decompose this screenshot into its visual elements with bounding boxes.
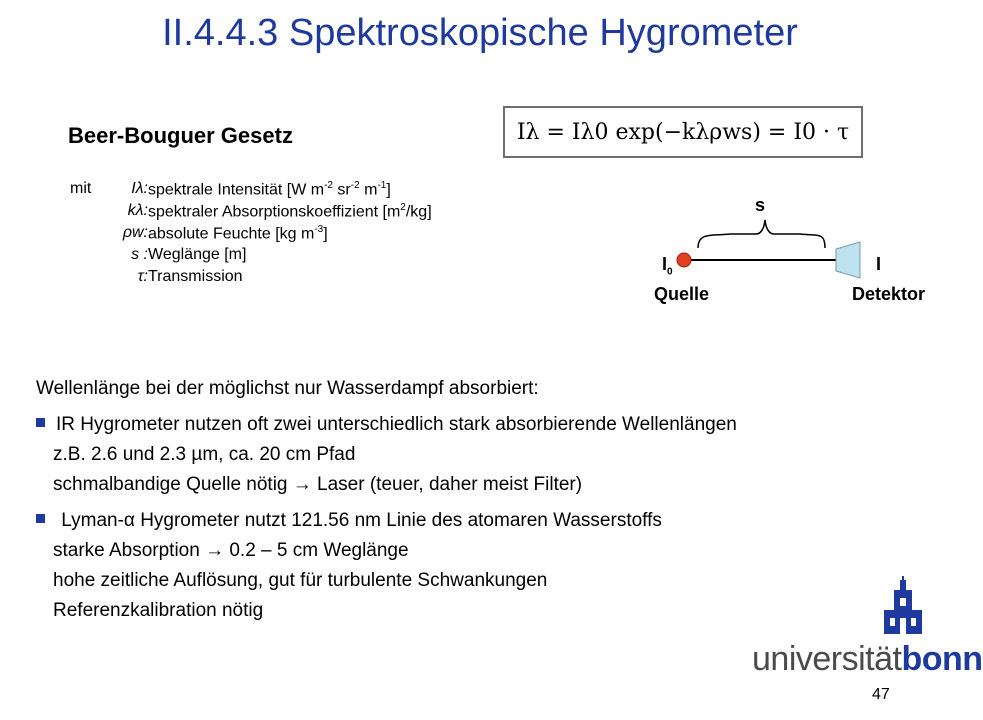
path-diagram: [660, 190, 940, 290]
definition-symbol: s :: [131, 246, 148, 263]
bullet-line: IR Hygrometer nutzen oft zwei unterschiedlich stark absorbierende Wellenlängen: [56, 414, 737, 435]
definition-symbol: τ:: [137, 268, 148, 285]
detector-label: Detektor: [852, 284, 926, 304]
detector-symbol: I: [876, 254, 882, 274]
definition-text: absolute Feuchte [kg $m^{-3}$]: [148, 224, 328, 243]
source-dot: [677, 253, 691, 267]
slide-title: II.4.4.3 Spektroskopische Hygrometer: [162, 12, 798, 54]
source-symbol: $I_0$: [662, 254, 673, 278]
university-logo: universitätbonn: [752, 640, 983, 678]
bullet-line: Referenzkalibration nötig: [53, 600, 264, 621]
law-heading: Beer-Bouguer Gesetz: [68, 123, 293, 148]
definition-symbol: ρw:: [122, 224, 148, 241]
page-number: 47: [872, 686, 890, 703]
university-crest-icon: [880, 576, 926, 640]
definition-text: Weglänge [m]: [148, 246, 247, 263]
path-brace: [698, 220, 825, 248]
intro-line: Wellenlänge bei der möglichst nur Wasserdampf absorbiert:: [36, 378, 539, 399]
bullet-line: starke Absorption → 0.2 – 5 cm Weglänge: [53, 540, 409, 561]
bullet-lyman: [36, 506, 936, 626]
definition-symbol: kλ:: [127, 202, 148, 219]
source-label: Quelle: [654, 284, 710, 304]
bullet-line: Lyman-α Hygrometer nutzt 121.56 nm Linie des atomaren Wasserstoffs: [56, 510, 662, 531]
definition-text: spektraler Absorptionskoeffizient $[m^2/kg]$: [148, 202, 432, 221]
bullet-marker: [36, 514, 45, 523]
bullet-line: hohe zeitliche Auflösung, gut für turbulente Schwankungen: [53, 570, 548, 591]
bullet-marker: [36, 418, 45, 427]
definition-text: Transmission: [148, 268, 243, 285]
detector-shape: [836, 242, 860, 278]
body-text: [36, 374, 936, 626]
definition-text: spektrale Intensität [W $m^{-2}$ $sr^{-2}$ $m^{-1}$]: [148, 180, 391, 199]
formula: Iλ = Iλ0 exp(−kλρws) = I0 · τ: [516, 119, 850, 145]
bullet-ir: [36, 410, 936, 500]
mit-label: mit: [70, 180, 92, 197]
bullet-line: schmalbandige Quelle nötig → Laser (teuer, daher meist Filter): [53, 474, 583, 495]
formula-box: [503, 106, 863, 158]
s-label: s: [755, 195, 766, 215]
bullet-line: z.B. 2.6 und 2.3 µm, ca. 20 cm Pfad: [53, 444, 356, 465]
definition-symbol: Iλ:: [131, 180, 148, 197]
